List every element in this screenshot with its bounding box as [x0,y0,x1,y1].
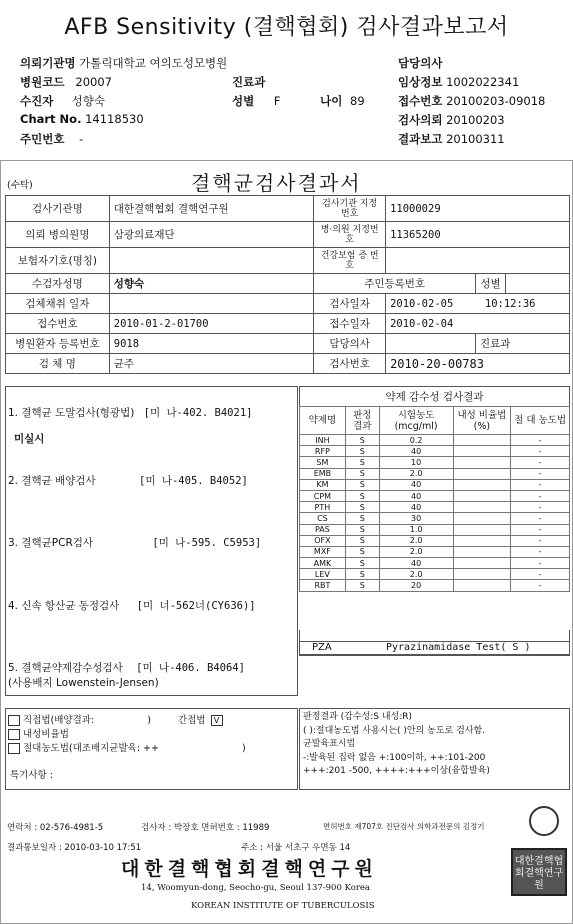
direct-checkbox[interactable] [8,715,20,726]
patient-value: 성향숙 [71,94,105,108]
pza-label: PZA [312,642,332,653]
address-en: 14, Woomyun-dong, Seocho-gu, Seoul 137-900 Korea [141,883,370,893]
inst-no-label: 검사기관 지정번호 [314,196,386,222]
sens-cell: - [511,502,570,513]
round-stamp [529,806,559,836]
test-5 [8,660,245,675]
sens-cell: MXF [300,546,346,557]
sens-cell: 40 [379,479,453,490]
req-label: 의뢰 병의원명 [6,222,110,248]
doctor-table-label: 담당의사 [314,334,386,354]
license: 면허번호 제707호 진단검사 의학과전문의 김정기 [323,822,485,831]
pza-row [299,641,570,655]
absolute-method [8,740,246,754]
report-sheet [0,160,573,924]
chart-no-label: Chart No. [20,112,82,126]
sens-row [300,513,570,524]
sens-cell: 2.0 [379,546,453,557]
collect-date-value [109,294,313,314]
sens-col-ratio: 내성 비율법(%) [453,407,511,435]
ratio-label: 내성비율법 [23,729,69,740]
sens-cell: 2.0 [379,468,453,479]
sens-row [300,468,570,479]
sens-cell: S [345,569,379,580]
health-no-value [386,248,570,274]
sens-cell: 40 [379,490,453,501]
patient-name-label: 수검자성명 [6,274,110,294]
sens-cell: KM [300,479,346,490]
recv-no-value: 20100203-09018 [446,94,546,108]
sens-cell: 1.0 [379,524,453,535]
sens-cell: S [345,435,379,446]
inst-value: 대한결핵협회 결핵연구원 [109,196,313,222]
sens-cell: AMK [300,558,346,569]
sens-cell: 40 [379,446,453,457]
sens-cell: - [511,546,570,557]
test-1-code: [미 나-402. B4021] [143,407,253,419]
absolute-close: ) [242,743,246,754]
sens-cell [453,558,511,569]
sens-col-absolute: 절 대 농도법 [511,407,570,435]
chart-no-value: 14118530 [85,112,144,126]
sens-cell: - [511,468,570,479]
sex-label: 성별 [232,94,255,108]
sens-row [300,580,570,591]
sens-header-row [300,407,570,435]
consign-label: (수탁) [7,180,33,191]
direct-label: 직접법(배양결과: [23,715,95,726]
request-date-label: 검사의뢰 [398,113,443,127]
test-2-name: 2. 결핵균 배양검사 [8,475,96,487]
test-1-name: 1. 결핵균 도말검사(형광법) [8,407,135,419]
sens-row [300,435,570,446]
sens-cell: 30 [379,513,453,524]
sens-cell [453,490,511,501]
official-seal [511,848,567,896]
info-table [5,195,570,374]
sens-cell [453,524,511,535]
sens-cell: LEV [300,569,346,580]
ratio-checkbox[interactable] [8,729,20,740]
sens-cell: - [511,535,570,546]
absolute-label: 절대농도법(대조배지균발육: ++ [23,743,159,754]
recv-date-value: 2010-02-04 [386,314,570,334]
sens-cell: S [345,468,379,479]
test-4-code: [미 너-562너(CY636)] [136,600,256,612]
gender-label: 성별 [476,274,506,294]
sens-cell: RBT [300,580,346,591]
sens-cell: S [345,558,379,569]
health-no-label: 건강보험 증 번 호 [314,248,386,274]
hosp-name-value: 가톨릭대학교 여의도성모병원 [79,56,228,70]
sens-cell [453,435,511,446]
sens-cell: S [345,546,379,557]
sens-col-drug: 약제명 [300,407,346,435]
sens-table [299,406,570,592]
sens-cell: - [511,435,570,446]
sens-cell: S [345,580,379,591]
sens-row [300,479,570,490]
sens-cell: PTH [300,502,346,513]
seal-text: 대한결핵협회결핵연구원 [514,856,564,891]
test-3-code: [미 나-595. C5953] [152,537,262,549]
direct-method [8,712,226,726]
recv-no-table-value: 2010-01-2-01700 [109,314,313,334]
header-right [398,55,545,150]
report-date-label: 결과보고 [398,132,443,146]
legend-line-3: 균발육표시법 [303,739,356,749]
gender-value [505,274,569,294]
absolute-checkbox[interactable] [8,743,20,754]
exam-date-value: 2010-02-05 10:12:36 [386,294,570,314]
sens-row [300,524,570,535]
age-value: 89 [350,94,365,108]
test-2 [8,473,248,488]
recv-date-label: 접수일자 [314,314,386,334]
sens-row [300,446,570,457]
dept-label: 진료과 [232,75,266,89]
doctor-table-value [386,334,476,354]
test-4-name: 4. 신속 항산균 동정검사 [8,600,120,612]
sens-cell: - [511,457,570,468]
legend-line-1: 판정결과 (감수성:S 내성:R) [303,712,413,722]
sens-title: 약제 감수성 검사결과 [299,386,570,406]
sens-cell: S [345,524,379,535]
method-panel [5,708,298,790]
examiner: 검사자 : 박장호 면허번호 : 11989 [141,823,270,833]
sens-cell: CPM [300,490,346,501]
sex-value: F [273,94,281,108]
pza-value: Pyrazinamidase Test( S ) [386,642,531,653]
sens-cell [453,446,511,457]
org-name-en: KOREAN INSTITUTE OF TUBERCULOSIS [191,901,375,911]
sens-row [300,569,570,580]
clinical-info-label: 임상정보 [398,75,443,89]
indirect-checkbox[interactable]: V [211,715,223,726]
age-label: 나이 [320,94,343,108]
sens-row [300,457,570,468]
sens-cell: 40 [379,558,453,569]
sens-cell [453,502,511,513]
sens-cell [453,457,511,468]
address-kr: 주소 : 서울 서초구 우면동 14 [241,843,351,853]
tests-panel [5,386,298,696]
sens-cell: 2.0 [379,569,453,580]
sens-col-result: 판정 결과 [345,407,379,435]
org-name-kr: 대한결핵협회결핵연구원 [121,858,378,880]
sens-cell: S [345,446,379,457]
hosp-code-value: 20007 [75,75,112,89]
sens-cell [453,479,511,490]
sens-cell [453,513,511,524]
rrn-table-label: 주민등록번호 [314,274,476,294]
exam-no-label: 검사번호 [314,354,386,374]
sens-cell: OFX [300,535,346,546]
recv-no-table-label: 접수번호 [6,314,110,334]
hosp-patient-no-label: 병원환자 등록번호 [6,334,110,354]
specimen-label: 검 체 명 [6,354,110,374]
sens-cell: 20 [379,580,453,591]
sens-cell: - [511,558,570,569]
report-date-value: 20100311 [446,132,505,146]
req-no-value: 11365200 [386,222,570,248]
sens-cell: 10 [379,457,453,468]
exam-no-value: 2010-20-00783 [386,354,570,374]
sens-cell: PAS [300,524,346,535]
sex-age [232,93,365,109]
header-info [20,55,560,150]
test-1-result: 미실시 [14,433,45,445]
sens-col-conc: 시험농도 (mcg/ml) [379,407,453,435]
sens-cell: S [345,490,379,501]
insured-label: 보험자기호(명칭) [6,248,110,274]
header-left [20,55,227,150]
patient-name-value: 성향숙 [109,274,313,294]
dept-table-label: 진료과 [476,334,570,354]
sens-cell: - [511,569,570,580]
hosp-patient-no-value: 9018 [109,334,313,354]
sens-cell: INH [300,435,346,446]
legend-line-5: +++:201 -500, ++++:+++이상(융합발육) [303,766,490,776]
inst-label: 검사기관명 [6,196,110,222]
sens-cell: EMB [300,468,346,479]
insured-value [109,248,313,274]
req-value: 삼광의료재단 [109,222,313,248]
sens-cell: - [511,479,570,490]
sens-row [300,490,570,501]
page-title: AFB Sensitivity (결핵협회) 검사결과보고서 [64,15,509,40]
sens-cell [453,535,511,546]
hosp-name-label: 의뢰기관명 [20,56,76,70]
report-title: 결핵균검사결과서 [191,171,362,195]
direct-close: ) [147,715,151,726]
request-date-value: 20100203 [446,113,505,127]
sens-cell: RFP [300,446,346,457]
collect-date-label: 검체채취 일자 [6,294,110,314]
legend-panel [299,708,570,790]
specimen-value: 균주 [109,354,313,374]
sens-cell: S [345,513,379,524]
test-2-code: [미 나-405. B4052] [139,475,248,487]
sens-cell: 2.0 [379,535,453,546]
sens-row [300,535,570,546]
sens-cell: 0.2 [379,435,453,446]
test-5-name: 5. 결핵균약제감수성검사 [8,662,123,674]
notes-label: 특기사항 : [10,770,53,781]
sens-cell: CS [300,513,346,524]
contact: 연락처 : 02-576-4981-5 [7,823,104,833]
req-no-label: 병·의원 지정번호 [314,222,386,248]
sens-cell [453,468,511,479]
test-4 [8,598,256,613]
sens-cell: - [511,524,570,535]
doctor-label: 담당의사 [398,56,443,70]
sens-cell: - [511,446,570,457]
sens-cell [453,569,511,580]
test-3 [8,535,261,550]
recv-no-label: 접수번호 [398,94,443,108]
sens-panel [299,386,570,656]
test-3-name: 3. 결핵균PCR검사 [8,537,94,549]
test-1 [8,405,252,420]
sens-cell: - [511,580,570,591]
clinical-info-value: 1002022341 [446,75,520,89]
sens-cell: S [345,479,379,490]
legend-line-4: -:발육된 집락 없음 +:100이하, ++:101-200 [303,752,486,763]
sens-cell [453,546,511,557]
sens-cell: SM [300,457,346,468]
sens-cell: S [345,457,379,468]
sens-cell [453,580,511,591]
indirect-label: 간접법 [177,715,206,726]
sens-row [300,546,570,557]
sens-cell: - [511,513,570,524]
inst-no-value: 11000029 [386,196,570,222]
sens-row [300,502,570,513]
sens-row [300,558,570,569]
sens-cell: 40 [379,502,453,513]
test-5-code: [미 나-406. B4064] [136,662,245,674]
rrn-value: - [79,132,84,146]
hosp-code-label: 병원코드 [20,75,65,89]
ratio-method [8,726,69,740]
legend-line-2: ( ):절대농도법 사용시는( )안의 농도로 검사함. [303,725,486,736]
sens-cell: S [345,535,379,546]
notify-date: 결과통보일자 : 2010-03-10 17:51 [7,843,142,853]
exam-date-label: 검사일자 [314,294,386,314]
rrn-label: 주민번호 [20,132,65,146]
sens-cell: S [345,502,379,513]
test-5-medium: (사용배지 Lowenstein-Jensen) [8,677,159,689]
patient-label: 수진자 [20,94,54,108]
sens-cell: - [511,490,570,501]
